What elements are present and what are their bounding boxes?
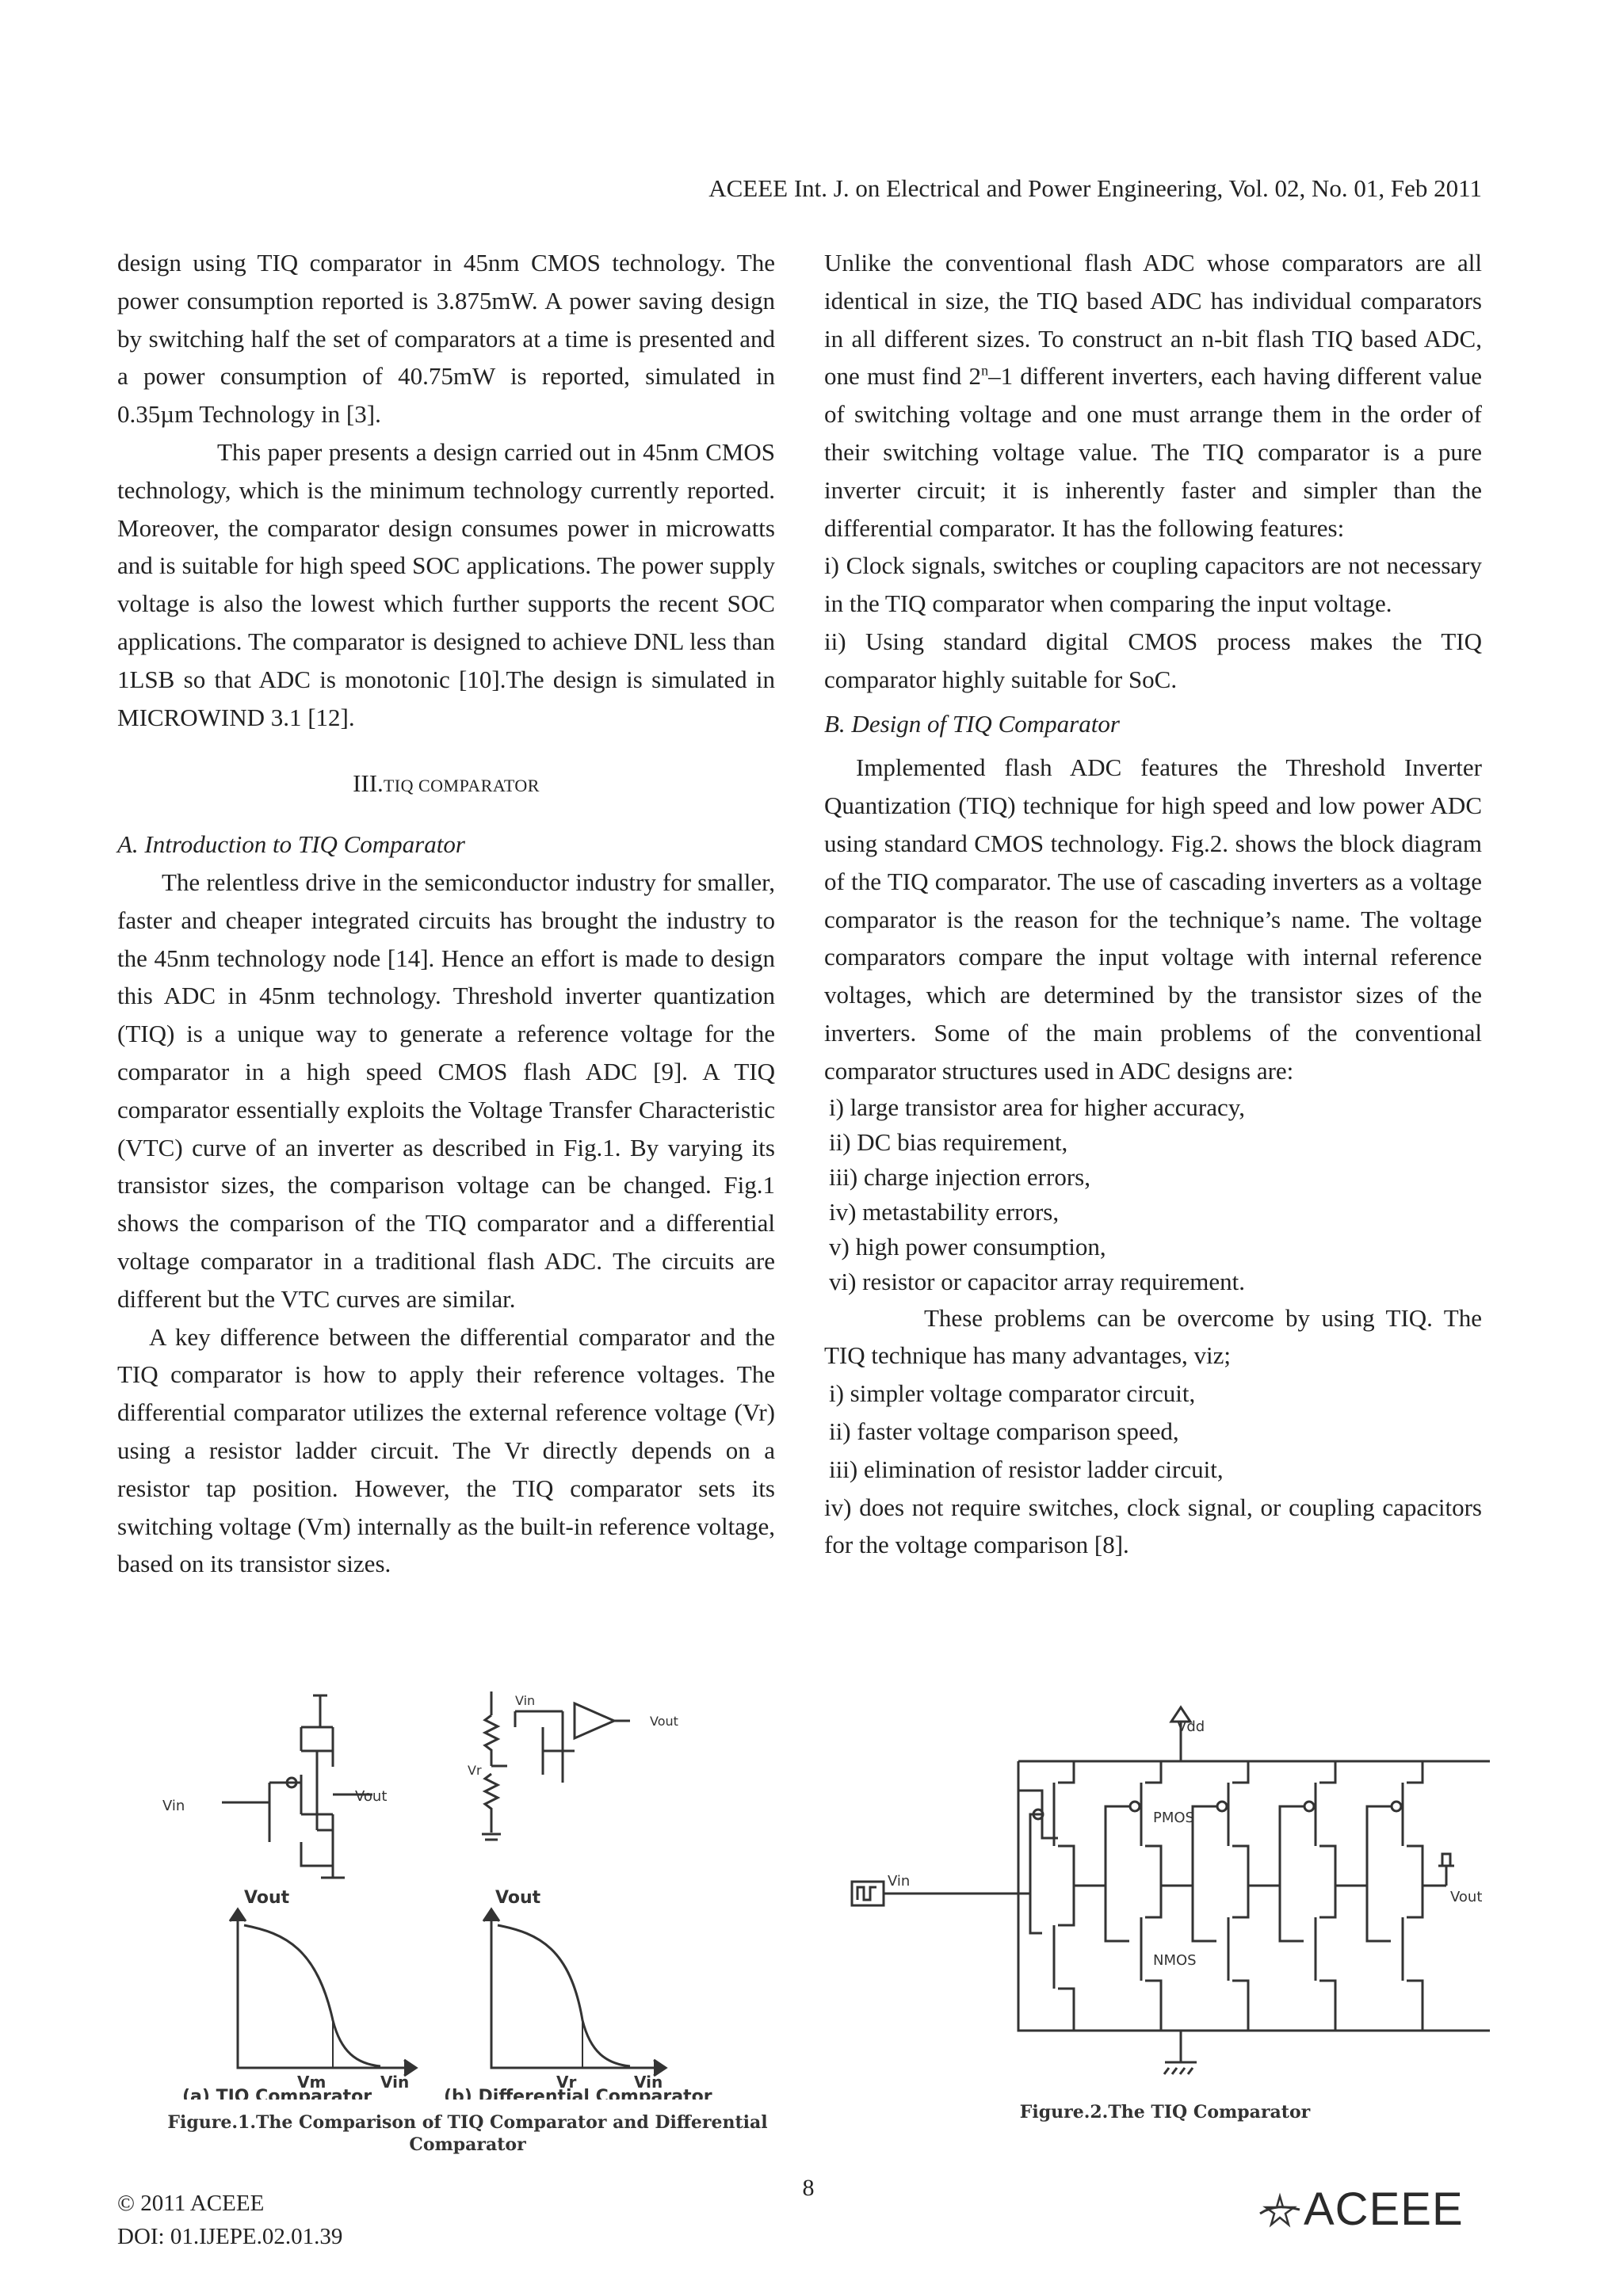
list-item: i) large transistor area for higher accuracy, (829, 1093, 1246, 1121)
section-number: III. (353, 769, 384, 798)
graph-a-vout-label: Vout (244, 1888, 290, 1908)
inverter-stage (1018, 1761, 1106, 2031)
inverter-stage (1367, 1761, 1446, 2031)
page-number: 8 (802, 2175, 815, 2201)
left-column (117, 244, 775, 1583)
fig1-label-a: (a) TIQ Comparator (182, 2087, 372, 2100)
feature-item: ii) Using standard digital CMOS process makes the TIQ comparator highly suitable for SoC. (824, 627, 1482, 693)
graph-b-vout-label: Vout (495, 1888, 541, 1908)
paragraph: This paper presents a design carried out in 45nm CMOS technology, which is the minimum technology currently reported. Moreover, the comparator design consumes power in microwatts and is suitable for high speed SOC applications. The power supply voltage is also the lowest which further supports the recent SOC applications. The comparator is designed to achieve DNL less than 1LSB so that ADC is monotonic [10].The design is simulated in MICROWIND 3.1 [12]. (117, 437, 775, 731)
inverter-schematic (162, 1695, 387, 1878)
fig1-vout-label: Vout (355, 1788, 388, 1805)
paragraph: design using TIQ comparator in 45nm CMOS technology. The power consumption reported is 3.875mW. A power saving design by switching half the set of comparators at a time is presented and a power consumption of 40.75mW is reported, simulated in 0.35µm Technology in [3]. (117, 249, 775, 429)
inverter-stage (1106, 1761, 1193, 2031)
tiq-cascade-schematic (852, 1707, 1490, 2074)
list-item: iv) metastability errors, (829, 1197, 1060, 1226)
figure-2-caption: Figure.2.The TIQ Comparator (1019, 2102, 1311, 2122)
running-header: ACEEE Int. J. on Electrical and Power Engineering, Vol. 02, No. 01, Feb 2011 (708, 174, 1482, 202)
section-heading (117, 765, 775, 805)
differential-schematic (468, 1691, 678, 1840)
list-item: i) simpler voltage comparator circuit, (829, 1379, 1196, 1408)
subsection-heading: B. Design of TIQ Comparator (824, 709, 1120, 738)
vtc-graph-b (483, 1888, 666, 2092)
inverter-stage (1280, 1761, 1367, 2031)
vtc-graph-a (230, 1888, 416, 2092)
doi: DOI: 01.IJEPE.02.01.39 (117, 2224, 343, 2249)
feature-item: i) Clock signals, switches or coupling capacitors are not necessary in the TIQ comparator when comparing the input voltage. (824, 551, 1482, 618)
fig1-vin-label-2: Vin (515, 1693, 536, 1708)
list-item: ii) DC bias requirement, (829, 1127, 1068, 1156)
fig2-vin-label: Vin (888, 1873, 911, 1890)
fig1-label-b: (b) Differential Comparator (444, 2087, 712, 2100)
superscript: n (981, 363, 989, 379)
fig2-pmos-label: PMOS (1153, 1810, 1194, 1826)
graph-a-vin-label: Vin (380, 2073, 410, 2092)
graph-b-vin-label: Vin (634, 2073, 663, 2092)
fig2-vout-label: Vout (1450, 1889, 1483, 1905)
paragraph: A key difference between the differential comparator and the TIQ comparator is how to apply their reference voltages. The differential comparator utilizes the external reference voltage (Vr) using a resistor ladder circuit. The Vr directly depends on a resistor tap position. However, the TIQ comparator sets its switching voltage (Vm) internally as the built-in reference voltage, based on its transistor sizes. (117, 1322, 775, 1578)
paragraph: The relentless drive in the semiconductor industry for smaller, faster and cheaper integrated circuits has brought the industry to the 45nm technology node [14]. Hence an effort is made to design this ADC in 45nm technology. Threshold inverter quantization (TIQ) is a unique way to generate a reference voltage for the comparator in a high speed CMOS flash ADC [9]. A TIQ comparator essentially exploits the Voltage Transfer Characteristic (VTC) curve of an inverter as described in Fig.1. By varying its transistor sizes, the comparison voltage can be changed. Fig.1 shows the comparison of the TIQ comparator and a differential voltage comparator in a traditional flash ADC. The circuits are different but the VTC curves are similar. (117, 868, 775, 1313)
logo-text: ACEEE (1304, 2183, 1464, 2235)
list-item: v) high power consumption, (829, 1232, 1106, 1261)
figure-1-caption: Figure.1.The Comparison of TIQ Comparator and Differential Comparator (167, 2112, 768, 2155)
section-title: TIQ COMPARATOR (383, 776, 540, 796)
copyright: © 2011 ACEEE (117, 2191, 265, 2216)
paragraph (824, 244, 1482, 547)
fig1-vr-label: Vr (468, 1763, 482, 1778)
subsection-heading: A. Introduction to TIQ Comparator (117, 830, 465, 859)
text-run: Unlike the conventional flash ADC whose comparators are all identical in size, the TIQ based ADC has individual comparators in all different sizes. To construct an n-bit flash TIQ based ADC, one must find 2 (824, 249, 1482, 391)
publisher-logo (1256, 2183, 1464, 2236)
fig2-nmos-label: NMOS (1153, 1952, 1197, 1969)
footer-info (117, 2187, 342, 2253)
figure-2-diagram (840, 1703, 1490, 2092)
list-item: vi) resistor or capacitor array requirement. (829, 1267, 1246, 1295)
list-item: iii) charge injection errors, (829, 1162, 1090, 1191)
fig1-vout-label-2: Vout (650, 1714, 678, 1729)
fig1-vin-label: Vin (162, 1798, 185, 1814)
figure-1 (143, 1688, 792, 2155)
list-item: iv) does not require switches, clock signal, or coupling capacitors for the voltage comparison [8]. (824, 1493, 1482, 1559)
graph-b-vr-label: Vr (556, 2073, 577, 2092)
list-item: iii) elimination of resistor ladder circuit, (829, 1455, 1224, 1483)
figure-1-diagram (143, 1688, 792, 2100)
fig2-vdd-label: Vdd (1177, 1718, 1205, 1735)
graph-a-vm-label: Vm (297, 2073, 327, 2092)
paragraph: These problems can be overcome by using TIQ. The TIQ technique has many advantages, viz; (824, 1303, 1482, 1370)
star-swoosh-icon (1256, 2190, 1304, 2229)
inverter-stage (1193, 1761, 1280, 2031)
figure-2 (840, 1703, 1490, 2131)
list-item: ii) faster voltage comparison speed, (829, 1417, 1179, 1445)
right-column (824, 244, 1482, 1564)
paragraph: Implemented flash ADC features the Threshold Inverter Quantization (TIQ) technique for high speed and low power ADC using standard CMOS technology. Fig.2. shows the block diagram of the TIQ comparator. The use of cascading inverters as a voltage comparator is the reason for the technique’s name. The voltage comparators compare the input voltage with internal reference voltages, which are determined by the transistor sizes of the inverters. Some of the main problems of the conventional comparator structures used in ADC designs are: (824, 753, 1482, 1085)
text-run: –1 different inverters, each having different value of switching voltage and one must arrange them in the order of their switching voltage value. The TIQ comparator is a pure inverter circuit; it is inherently faster and simpler than the differential comparator. It has the following features: (824, 362, 1482, 542)
